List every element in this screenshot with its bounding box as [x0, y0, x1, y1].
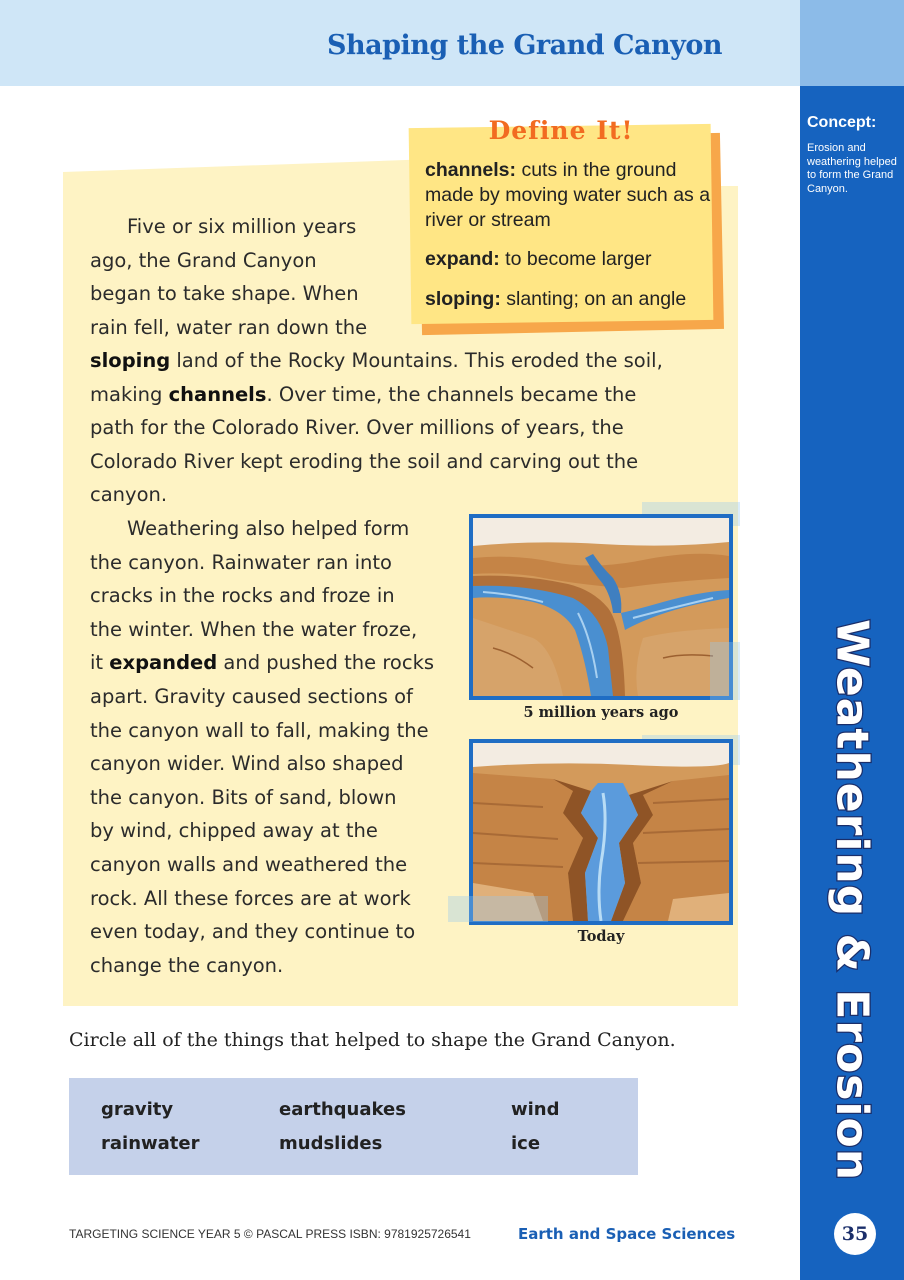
- text-fragment: it: [90, 651, 110, 675]
- definition-channels: [425, 158, 715, 233]
- text-line: [90, 646, 470, 680]
- text-line: canyon wider. Wind also shaped: [90, 752, 404, 776]
- word-option-gravity[interactable]: gravity: [101, 1099, 174, 1120]
- word-option-earthquakes[interactable]: earthquakes: [279, 1099, 406, 1120]
- text-line: began to take shape. When: [90, 282, 359, 306]
- definition: slanting; on an angle: [500, 288, 687, 310]
- canyon-past-illustration: [473, 518, 729, 696]
- text-fragment: and pushed the rocks: [217, 651, 435, 675]
- keyword-expanded: expanded: [109, 651, 218, 675]
- activity-question: Circle all of the things that helped to shape the Grand Canyon.: [69, 1029, 676, 1051]
- definition: to become larger: [499, 248, 652, 270]
- text-line: canyon walls and weathered the: [90, 852, 408, 876]
- photo-tint: [448, 896, 548, 922]
- text-line: the winter. When the water froze,: [90, 617, 418, 641]
- text-fragment: making: [90, 382, 169, 406]
- photo-tint: [710, 642, 740, 700]
- term: channels:: [425, 159, 517, 181]
- paragraph-1-rest: [90, 344, 730, 512]
- sidebar-top-band: [800, 0, 904, 86]
- section-title-vertical: Weathering & Erosion: [826, 618, 878, 1182]
- word-option-wind[interactable]: wind: [511, 1099, 560, 1120]
- page-title: Shaping the Grand Canyon: [327, 30, 722, 61]
- word-option-rainwater[interactable]: rainwater: [101, 1133, 200, 1154]
- term: sloping:: [425, 288, 501, 310]
- word-bank: [69, 1078, 638, 1175]
- text-line: Colorado River kept eroding the soil and carving out the: [90, 449, 639, 473]
- page-number: 35: [834, 1213, 876, 1255]
- concept-text: Erosion and weathering helped to form the Grand Canyon.: [807, 142, 897, 195]
- definition: cuts in the ground made by moving water such as a river or stream: [425, 159, 711, 231]
- text-line: by wind, chipped away at the: [90, 819, 378, 843]
- keyword-sloping: sloping: [90, 349, 171, 372]
- word-option-ice[interactable]: ice: [511, 1133, 541, 1154]
- caption-5-million-years-ago: 5 million years ago: [523, 704, 679, 721]
- text-line: cracks in the rocks and froze in: [90, 584, 395, 608]
- text-line: change the canyon.: [90, 953, 284, 977]
- definition-sloping: [425, 287, 686, 312]
- concept-heading: Concept:: [807, 114, 877, 131]
- text-line: even today, and they continue to: [90, 920, 416, 944]
- text-line: apart. Gravity caused sections of: [90, 684, 413, 708]
- caption-today: Today: [577, 928, 625, 945]
- footer-copyright: TARGETING SCIENCE YEAR 5 © PASCAL PRESS ISBN: 9781925726541: [69, 1227, 471, 1241]
- text-line: [90, 378, 730, 412]
- text-line: path for the Colorado River. Over millions of years, the: [90, 416, 624, 440]
- text-fragment: . Over time, the channels became the: [266, 382, 637, 406]
- text-line: canyon.: [90, 483, 168, 507]
- text-line: the canyon. Rainwater ran into: [90, 550, 392, 574]
- define-title: Define It!: [488, 116, 634, 145]
- text-line: Weathering also helped form: [127, 517, 410, 540]
- text-line: ago, the Grand Canyon: [90, 248, 317, 272]
- footer-strand: Earth and Space Sciences: [518, 1225, 736, 1243]
- text-line: rock. All these forces are at work: [90, 886, 411, 910]
- text-line: Five or six million years: [127, 215, 357, 238]
- illustration-5-million-years-ago: [469, 514, 733, 700]
- keyword-channels: channels: [168, 382, 267, 406]
- text-fragment: land of the Rocky Mountains. This eroded the soil,: [170, 349, 663, 372]
- text-line: the canyon wall to fall, making the: [90, 718, 429, 742]
- text-line: the canyon. Bits of sand, blown: [90, 785, 397, 809]
- text-line: [90, 344, 730, 378]
- definition-expand: [425, 247, 652, 272]
- paragraph-1-start: [90, 210, 400, 344]
- text-line: rain fell, water ran down the: [90, 315, 368, 339]
- term: expand:: [425, 248, 500, 270]
- paragraph-2: [90, 512, 470, 982]
- canyon-today-illustration: [473, 743, 729, 921]
- word-option-mudslides[interactable]: mudslides: [279, 1133, 383, 1154]
